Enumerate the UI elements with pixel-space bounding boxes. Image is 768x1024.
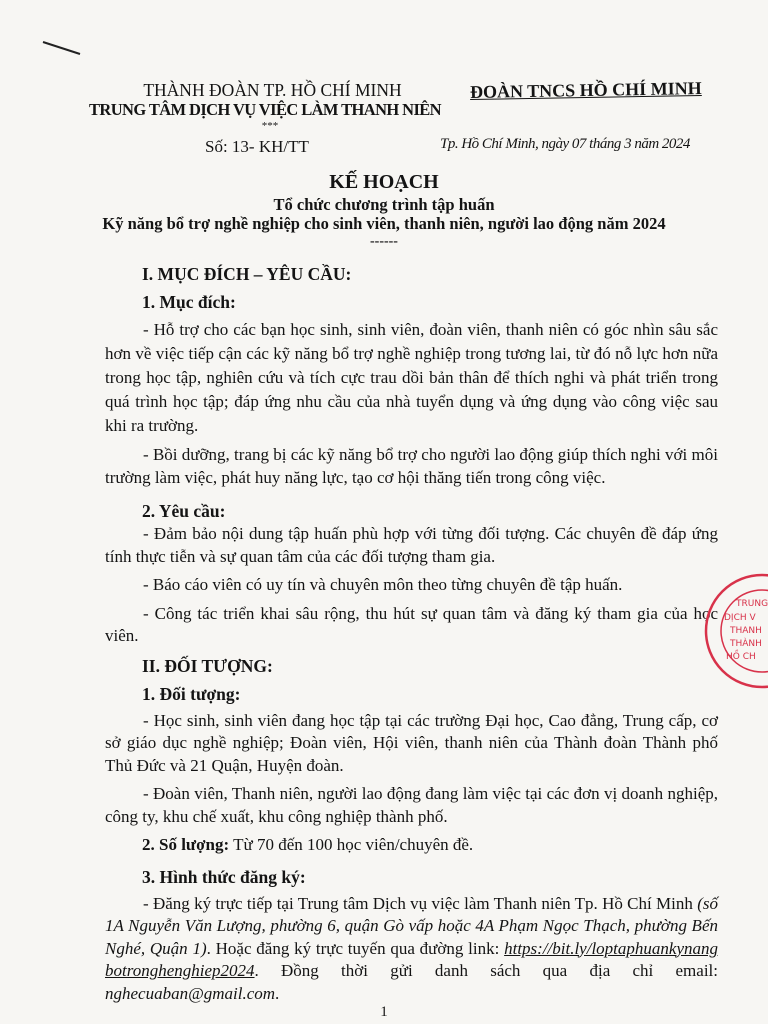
svg-text:TRUNG: TRUNG	[736, 599, 768, 609]
paragraph: - Đảm bảo nội dung tập huấn phù hợp với từng đối tượng. Các chuyên đề đáp ứng tính thực tiễn và sự quan tâm của các đối tượng tham gia.	[105, 524, 718, 566]
paragraph: - Công tác triển khai sâu rộng, thu hút sự quan tâm và đăng ký tham gia của học viên.	[105, 603, 718, 645]
svg-text:HỒ CH: HỒ CH	[726, 652, 756, 662]
pen-mark	[40, 38, 85, 58]
section-2-3-heading: 3. Hình thức đăng ký:	[142, 866, 306, 887]
svg-text:THANH: THANH	[730, 626, 762, 636]
page-number: 1	[380, 1004, 388, 1020]
doc-number: Số: 13- KH/TT	[205, 137, 309, 156]
text: . Đồng thời gửi danh sách qua địa chỉ email:	[254, 961, 718, 980]
svg-text:THÀNH: THÀNH	[730, 639, 762, 649]
doc-subtitle-2: Kỹ năng bổ trợ nghề nghiệp cho sinh viên, thanh niên, người lao động năm 2024	[102, 214, 666, 233]
official-stamp	[700, 572, 768, 690]
section-1-1-heading: 1. Mục đích:	[142, 292, 236, 312]
registration-link[interactable]: https://bit.ly/loptaphuankynangbotronghenghiep2024	[105, 938, 718, 980]
divider: ------	[370, 234, 398, 249]
text: - Đăng ký trực tiếp tại Trung tâm Dịch vụ việc làm Thanh niên Tp. Hồ Chí Minh	[143, 893, 698, 913]
email-link[interactable]: nghecuaban@gmail.com	[105, 983, 276, 1003]
paragraph: - Học sinh, sinh viên đang học tập tại các trường Đại học, Cao đẳng, Trung cấp, cơ sở giáo dục nghề nghiệp; Đoàn viên, Hội viên, thanh niên của Thành đoàn Thành phố Thủ Đức và 21 Quận, Huyện đoàn.	[105, 710, 718, 775]
address: (số 1A Nguyễn Văn Lượng, phường 6, quận Gò vấp hoặc 4A Phạm Ngọc Thạch, phường Bến Nghé, Quận 1)	[105, 893, 718, 958]
text: .	[275, 983, 280, 1003]
svg-text:DỊCH V: DỊCH V	[724, 613, 756, 623]
stars: ***	[261, 120, 279, 132]
registration-paragraph	[105, 893, 718, 1006]
paragraph: - Hỗ trợ cho các bạn học sinh, sinh viên, đoàn viên, thanh niên có góc nhìn sâu sắc hơn về việc tiếp cận các kỹ năng bổ trợ nghề nghiệp trong tương lai, từ đó nỗ lực hơn nữa trong học tập, nghiên cứu và tích cực trau dồi bản thân để thích nghi và phát triển trong quá trình học tập; đáp ứng nhu cầu của nhà tuyển dụng và ứng dụng vào công việc sau khi ra trường.	[105, 320, 718, 435]
quantity-line	[105, 834, 718, 857]
doc-subtitle-1: Tổ chức chương trình tập huấn	[273, 195, 495, 214]
union-name: ĐOÀN TNCS HỒ CHÍ MINH	[469, 77, 702, 103]
doc-title: KẾ HOẠCH	[329, 171, 439, 193]
quantity-label: 2. Số lượng:	[142, 835, 230, 854]
place-date: Tp. Hồ Chí Minh, ngày 07 tháng 3 năm 2024	[440, 136, 690, 152]
section-1-2-heading: 2. Yêu cầu:	[142, 501, 226, 521]
paragraph: - Báo cáo viên có uy tín và chuyên môn theo từng chuyên đề tập huấn.	[143, 575, 623, 594]
section-1-heading: I. MỤC ĐÍCH – YÊU CẦU:	[142, 264, 352, 284]
org-parent: THÀNH ĐOÀN TP. HỒ CHÍ MINH	[143, 80, 402, 100]
paragraph: - Đoàn viên, Thanh niên, người lao động đang làm việc tại các đơn vị doanh nghiệp, công ty, khu chế xuất, khu công nghiệp thành phố.	[105, 784, 718, 826]
section-2-heading: II. ĐỐI TƯỢNG:	[142, 655, 273, 676]
text: . Hoặc đăng ký trực tuyến qua đường link:	[206, 938, 505, 958]
quantity-text: Từ 70 đến 100 học viên/chuyên đề.	[229, 835, 474, 854]
section-2-1-heading: 1. Đối tượng:	[142, 683, 241, 704]
paragraph: - Bồi dưỡng, trang bị các kỹ năng bổ trợ cho người lao động giúp thích nghi với môi trường làm việc, phát huy năng lực, tạo cơ hội thăng tiến trong công việc.	[105, 445, 718, 487]
org-name: TRUNG TÂM DỊCH VỤ VIỆC LÀM THANH NIÊN	[89, 100, 441, 119]
document-body	[105, 262, 718, 1011]
